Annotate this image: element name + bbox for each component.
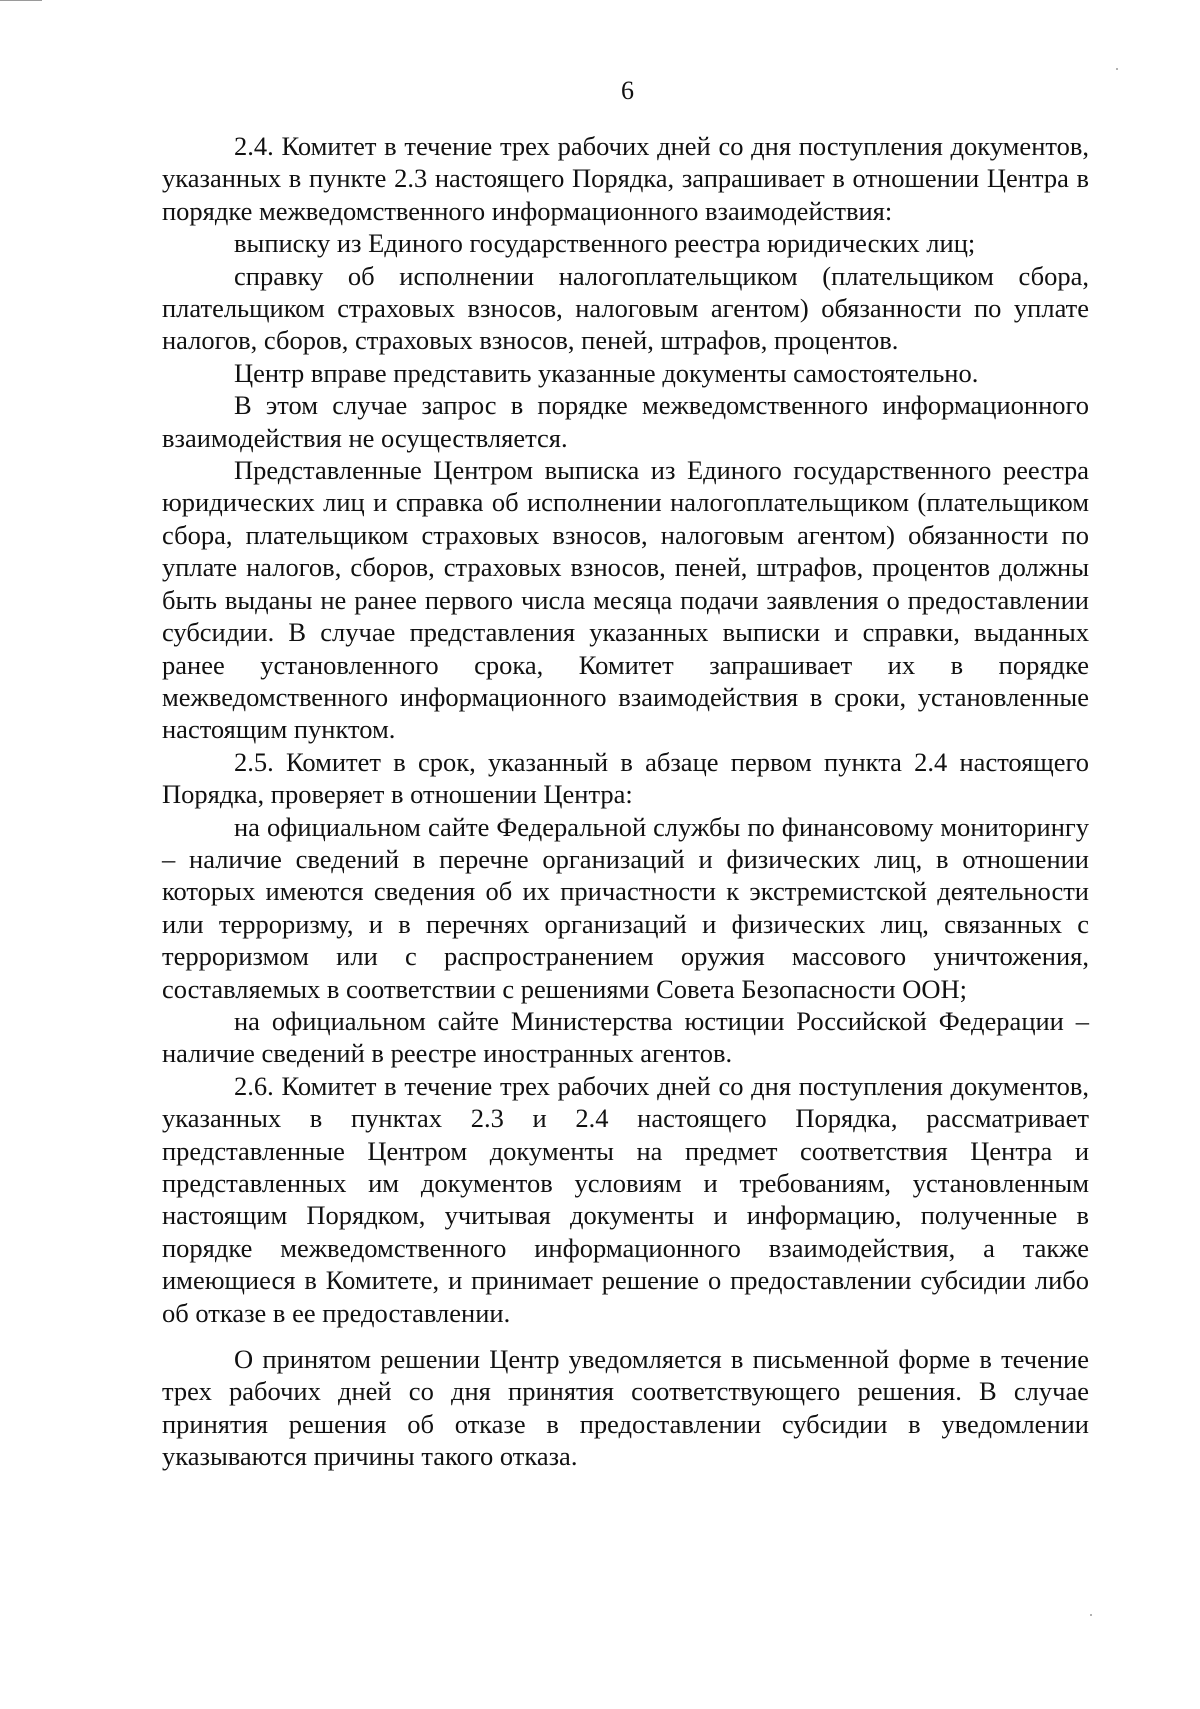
scan-edge-mark: [0, 0, 42, 1]
scan-speck: [1116, 68, 1118, 70]
paragraph-rosfinmonitoring-check: на официальном сайте Федеральной службы по финансовому мониторингу – наличие сведений в перечне организаций и физических лиц, в отношении которых имеются сведения об их причастности к экстремистской деятельности или терроризму, и в перечнях организаций и физических лиц, связанных с терроризмом или с распространением оружия массового уничтожения, составляемых в соответствии с решениями Совета Безопасности ООН;: [162, 811, 1089, 1004]
page-number: 6: [621, 76, 634, 105]
paragraph-notification: О принятом решении Центр уведомляется в письменной форме в течение трех рабочих дней со дня принятия соответствующего решения. В случае принятия решения об отказе в предоставлении субсидии в уведомлении указываются причины такого отказа.: [162, 1344, 1089, 1472]
paragraph-no-request: В этом случае запрос в порядке межведомственного информационного взаимодействия не осуществляется.: [162, 390, 1089, 453]
paragraph-2-6: 2.6. Комитет в течение трех рабочих дней со дня поступления документов, указанных в пунктах 2.3 и 2.4 настоящего Порядка, рассматривает представленные Центром документы на предмет соответствия Центра и представленных им документов условиям и требованиям, установленным настоящим Порядком, учитывая документы и информацию, полученные в порядке межведомственного информационного взаимодействия, а также имеющиеся в Комитете, и принимает решение о предоставлении субсидии либо об отказе в ее предоставлении.: [162, 1070, 1089, 1328]
scan-speck: [1090, 1614, 1092, 1616]
paragraph-extract-request: выписку из Единого государственного реестра юридических лиц;: [234, 228, 976, 259]
document-body: [162, 130, 1089, 1473]
paragraph-2-5: 2.5. Комитет в срок, указанный в абзаце первом пункта 2.4 настоящего Порядка, проверяет в отношении Центра:: [162, 746, 1089, 810]
paragraph-self-submission: Центр вправе представить указанные документы самостоятельно.: [234, 357, 979, 388]
paragraph-document-dates: Представленные Центром выписка из Единого государственного реестра юридических лиц и справка об исполнении налогоплательщиком (плательщиком сбора, плательщиком страховых взносов, налоговым агентом) обязанности по уплате налогов, сборов, страховых взносов, пеней, штрафов, процентов должны быть выданы не ранее первого числа месяца подачи заявления о предоставлении субсидии. В случае представления указанных выписки и справки, выданных ранее установленного срока, Комитет запрашивает их в порядке межведомственного информационного взаимодействия в сроки, установленные настоящим пунктом.: [162, 455, 1089, 745]
paragraph-tax-certificate: справку об исполнении налогоплательщиком (плательщиком сбора, плательщиком страховых взносов, налоговым агентом) обязанности по уплате налогов, сборов, страховых взносов, пеней, штрафов, процентов.: [162, 260, 1089, 356]
paragraph-2-4: 2.4. Комитет в течение трех рабочих дней со дня поступления документов, указанных в пункте 2.3 настоящего Порядка, запрашивает в отношении Центра в порядке межведомственного информационного взаимодействия:: [162, 131, 1089, 226]
paragraph-minjust-check: на официальном сайте Министерства юстиции Российской Федерации – наличие сведений в реестре иностранных агентов.: [162, 1005, 1089, 1069]
